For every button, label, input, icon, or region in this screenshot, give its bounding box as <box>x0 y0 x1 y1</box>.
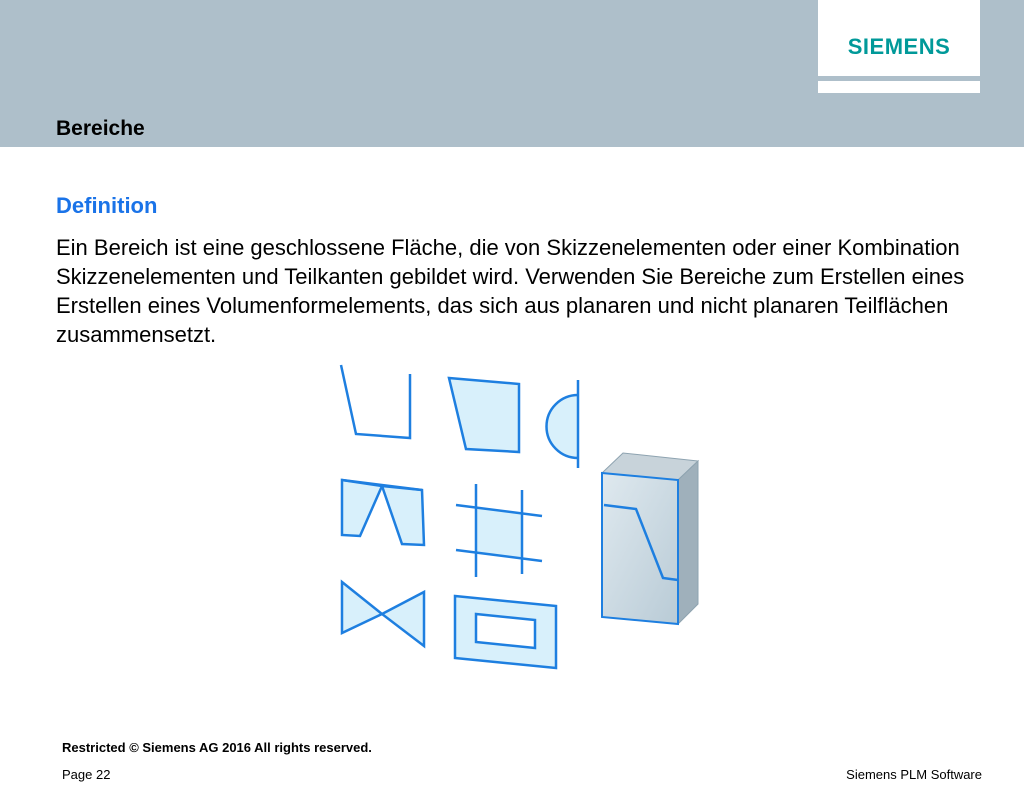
page-number: Page 22 <box>62 767 111 782</box>
solid-block-with-region <box>602 453 698 624</box>
section-heading: Definition <box>56 193 158 218</box>
v-notch-region <box>342 480 424 545</box>
footer-company: Siemens PLM Software <box>846 767 982 782</box>
trapezoid-region <box>449 378 519 452</box>
logo-text: SIEMENS <box>847 34 951 59</box>
siemens-logo <box>818 0 980 76</box>
open-sketch-u-shape <box>341 365 410 438</box>
logo-divider <box>818 81 980 93</box>
bowtie-region <box>342 582 424 646</box>
half-circle-region <box>547 380 579 468</box>
slide-title: Bereiche <box>56 117 145 140</box>
frame-region <box>455 596 556 668</box>
grid-region <box>456 484 542 577</box>
definition-paragraph: Ein Bereich ist eine geschlossene Fläche, die von Skizzenelementen oder einer Kombination Skizzenelementen und Teilkanten gebildet wird. Verwenden Sie Bereiche zum Erstellen eines Erstellen eines Volumenformelements, das sich aus planaren und nicht planaren Teilflächen zusammensetzt. <box>56 235 965 347</box>
footer-copyright: Restricted © Siemens AG 2016 All rights reserved. <box>62 740 372 755</box>
region-sketch-illustration <box>330 360 710 680</box>
